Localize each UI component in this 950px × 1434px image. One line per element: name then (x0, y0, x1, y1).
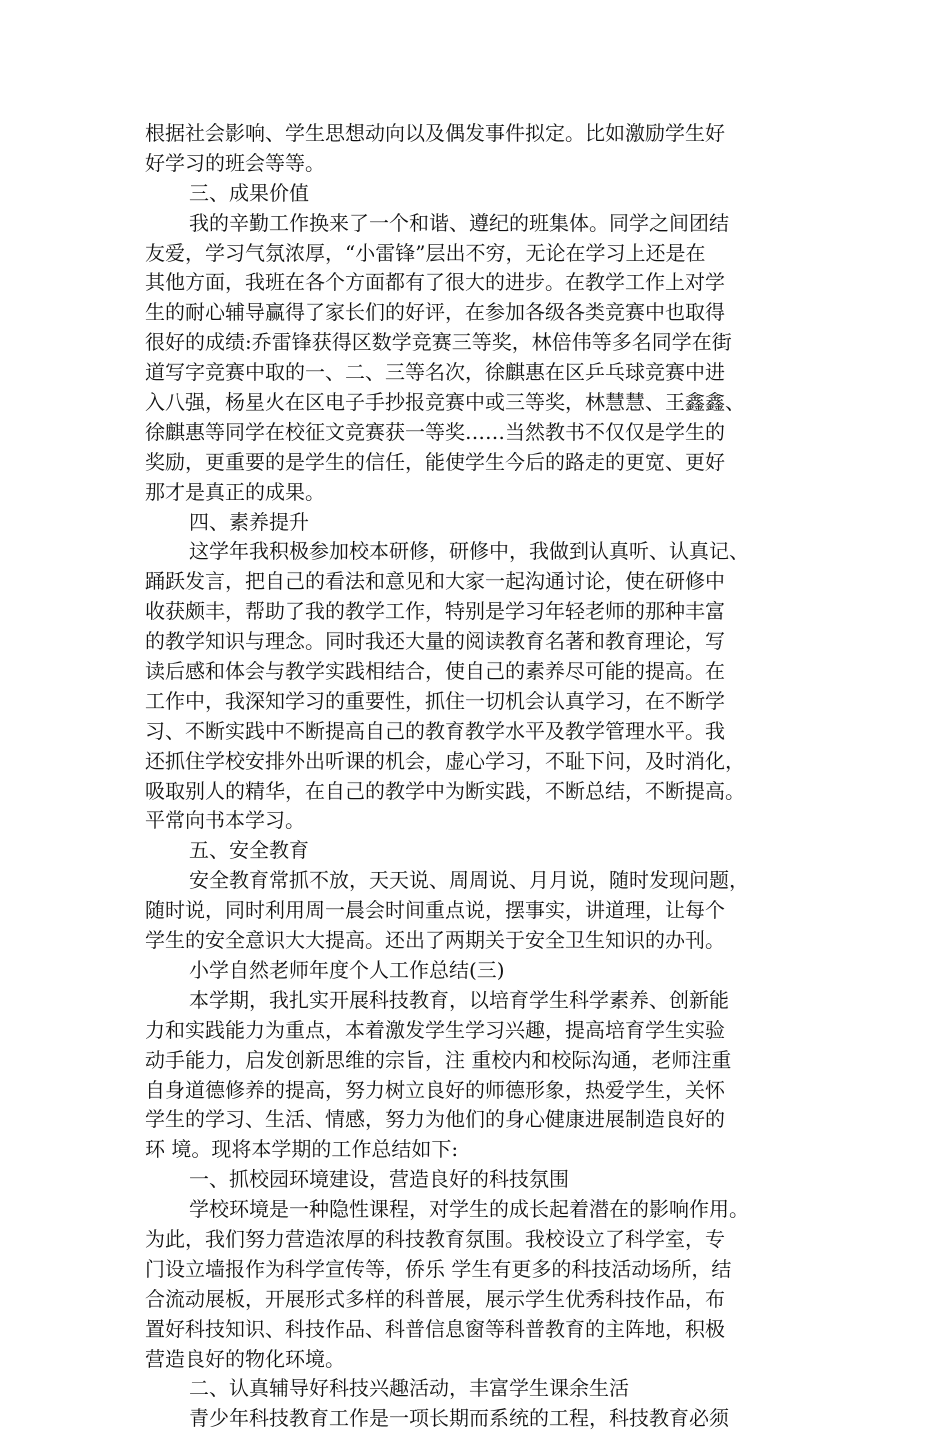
text-line: 四、素养提升 (189, 509, 309, 534)
text-line: 读后感和体会与教学实践相结合，使自己的素养尽可能的提高。在 (145, 659, 725, 684)
text-line: 动手能力，启发创新思维的宗旨，注 重校内和校际沟通，老师注重 (145, 1047, 732, 1072)
text-line: 二、认真辅导好科技兴趣活动，丰富学生课余生活 (189, 1376, 629, 1401)
text-line: 学生的安全意识大大提高。还出了两期关于安全卫生知识的办刊。 (145, 928, 725, 953)
text-line: 合流动展板，开展形式多样的科普展，展示学生优秀科技作品，布 (145, 1286, 725, 1311)
text-line: 收获颇丰，帮助了我的教学工作，特别是学习年轻老师的那种丰富 (145, 599, 725, 624)
text-line: 徐麒惠等同学在校征文竞赛获一等奖……当然教书不仅仅是学生的 (145, 419, 725, 444)
text-line: 五、安全教育 (189, 838, 309, 863)
text-line: 三、成果价值 (189, 180, 309, 205)
text-line: 营造良好的物化环境。 (145, 1346, 345, 1371)
text-line: 置好科技知识、科技作品、科普信息窗等科普教育的主阵地，积极 (145, 1316, 725, 1341)
text-line: 自身道德修养的提高，努力树立良好的师德形象，热爱学生，关怀 (145, 1077, 725, 1102)
text-line: 门设立墙报作为科学宣传等，侨乐 学生有更多的科技活动场所，结 (145, 1256, 732, 1281)
text-line: 友爱，学习气氛浓厚，“小雷锋”层出不穷，无论在学习上还是在 (145, 240, 706, 265)
text-line: 还抓住学校安排外出听课的机会，虚心学习，不耻下问，及时消化， (145, 748, 745, 773)
text-line: 好学习的班会等等。 (145, 150, 325, 175)
text-line: 根据社会影响、学生思想动向以及偶发事件拟定。比如激励学生好 (145, 121, 725, 145)
text-line: 吸取别人的精华，在自己的教学中为断实践，不断总结，不断提高。 (145, 778, 745, 803)
text-line: 学校环境是一种隐性课程，对学生的成长起着潜在的影响作用。 (189, 1197, 749, 1222)
document-body (145, 119, 820, 1434)
text-line: 一、抓校园环境建设，营造良好的科技氛围 (189, 1167, 569, 1192)
text-line: 那才是真正的成果。 (145, 479, 325, 504)
text-line: 我的辛勤工作换来了一个和谐、遵纪的班集体。同学之间团结 (189, 210, 729, 235)
text-line: 小学自然老师年度个人工作总结(三) (189, 957, 505, 982)
text-line: 的教学知识与理念。同时我还大量的阅读教育名著和教育理论，写 (145, 629, 725, 654)
text-line: 其他方面，我班在各个方面都有了很大的进步。在教学工作上对学 (145, 270, 725, 295)
text-line: 入八强，杨星火在区电子手抄报竞赛中或三等奖，林慧慧、王鑫鑫、 (145, 390, 745, 415)
text-line: 随时说，同时利用周一晨会时间重点说，摆事实，讲道理，让每个 (145, 898, 725, 923)
text-line: 安全教育常抓不放，天天说、周周说、月月说，随时发现问题， (189, 868, 749, 893)
text-line: 踊跃发言，把自己的看法和意见和大家一起沟通讨论，使在研修中 (145, 569, 725, 594)
text-line: 奖励，更重要的是学生的信任，能使学生今后的路走的更宽、更好 (145, 449, 725, 474)
text-line: 学生的学习、生活、情感，努力为他们的身心健康进展制造良好的 (145, 1107, 725, 1132)
text-line: 道写字竞赛中取的一、二、三等名次，徐麒惠在区乒乓球竞赛中进 (145, 360, 725, 385)
text-line: 平常向书本学习。 (145, 808, 305, 833)
text-line: 青少年科技教育工作是一项长期而系统的工程，科技教育必须 (189, 1406, 729, 1431)
text-line: 习、不断实践中不断提高自己的教育教学水平及教学管理水平。我 (145, 718, 725, 743)
text-line: 本学期，我扎实开展科技教育，以培育学生科学素养、创新能 (189, 987, 729, 1012)
text-line: 生的耐心辅导赢得了家长们的好评，在参加各级各类竞赛中也取得 (145, 300, 725, 325)
text-line: 力和实践能力为重点，本着激发学生学习兴趣，提高培育学生实验 (145, 1017, 725, 1042)
text-line: 为此，我们努力营造浓厚的科技教育氛围。我校设立了科学室，专 (145, 1226, 725, 1251)
text-line: 这学年我积极参加校本研修，研修中，我做到认真听、认真记、 (189, 539, 749, 564)
text-line: 很好的成绩:乔雷锋获得区数学竞赛三等奖，林倍伟等多名同学在街 (145, 330, 732, 355)
text-line: 环 境。现将本学期的工作总结如下: (145, 1137, 459, 1162)
text-line: 工作中，我深知学习的重要性，抓住一切机会认真学习，在不断学 (145, 688, 725, 713)
